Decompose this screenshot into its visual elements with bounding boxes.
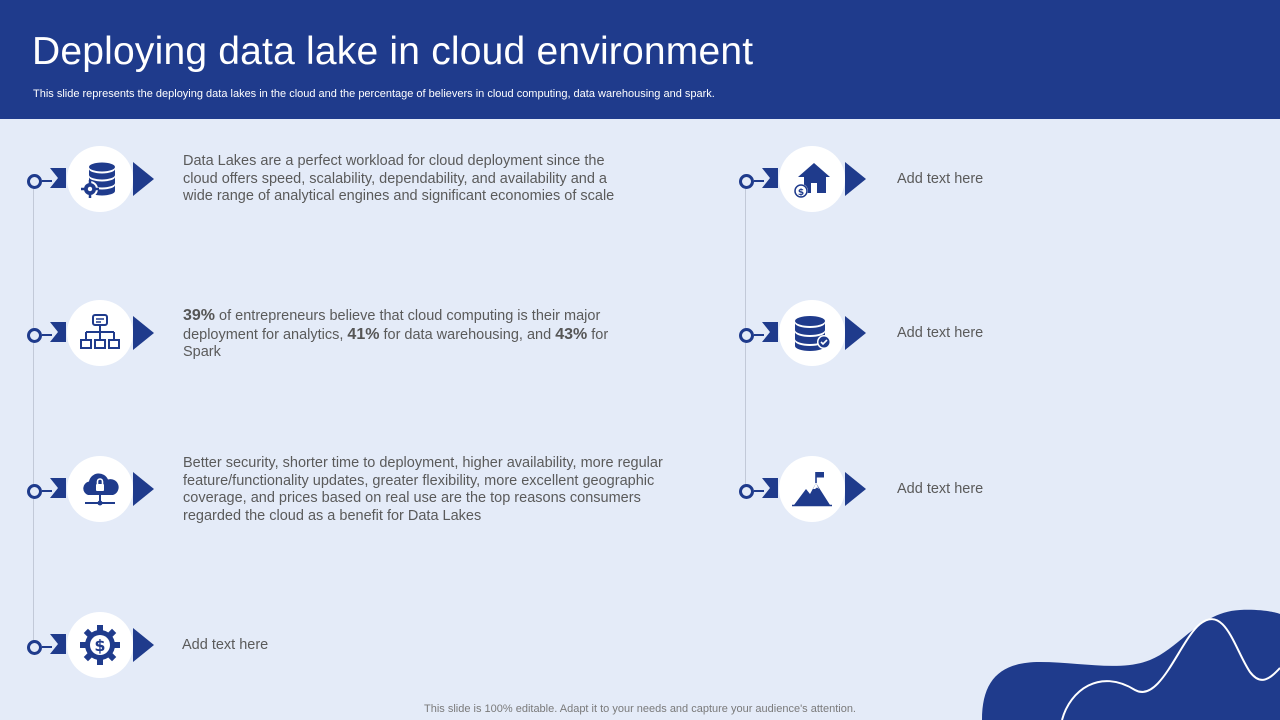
stat-spark: 43% [555, 325, 588, 343]
stat-data-warehousing: 41% [347, 325, 380, 343]
footer-note: This slide is 100% editable. Adapt it to your needs and capture your audience's attention. [424, 703, 856, 715]
svg-text:$: $ [797, 188, 805, 198]
left-item-4-text: Add text here [182, 637, 269, 653]
left-item-1-text: Data Lakes are a perfect workload for cloud deployment since the cloud offers speed, scalability, dependability, and availability and a wide range of analytical engines and significant economies of scale [183, 153, 615, 205]
text-segment: for data warehousing, and [379, 326, 556, 343]
stat-cloud-analytics: 39% [183, 307, 216, 324]
text-segment: of entrepreneurs believe that cloud computing is their major deployment for analytics, [183, 308, 601, 343]
right-item-2-text: Add text here [897, 325, 984, 341]
left-item-3-text: Better security, shorter time to deployment, higher availability, more regular feature/functionality updates, greater flexibility, more excellent geographic coverage, and prices based on real use are the top reasons consumers regarded the cloud as a benefit for Data Lakes [183, 455, 663, 525]
right-item-1-text: Add text here [897, 171, 984, 187]
text-segment: for Spark [183, 326, 609, 361]
page-subtitle: This slide represents the deploying data lakes in the cloud and the percentage of believers in cloud computing, data warehousing and spark. [33, 88, 715, 100]
page-title: Deploying data lake in cloud environment [32, 30, 754, 73]
right-item-3-text: Add text here [897, 481, 984, 497]
svg-text:$: $ [94, 636, 106, 655]
